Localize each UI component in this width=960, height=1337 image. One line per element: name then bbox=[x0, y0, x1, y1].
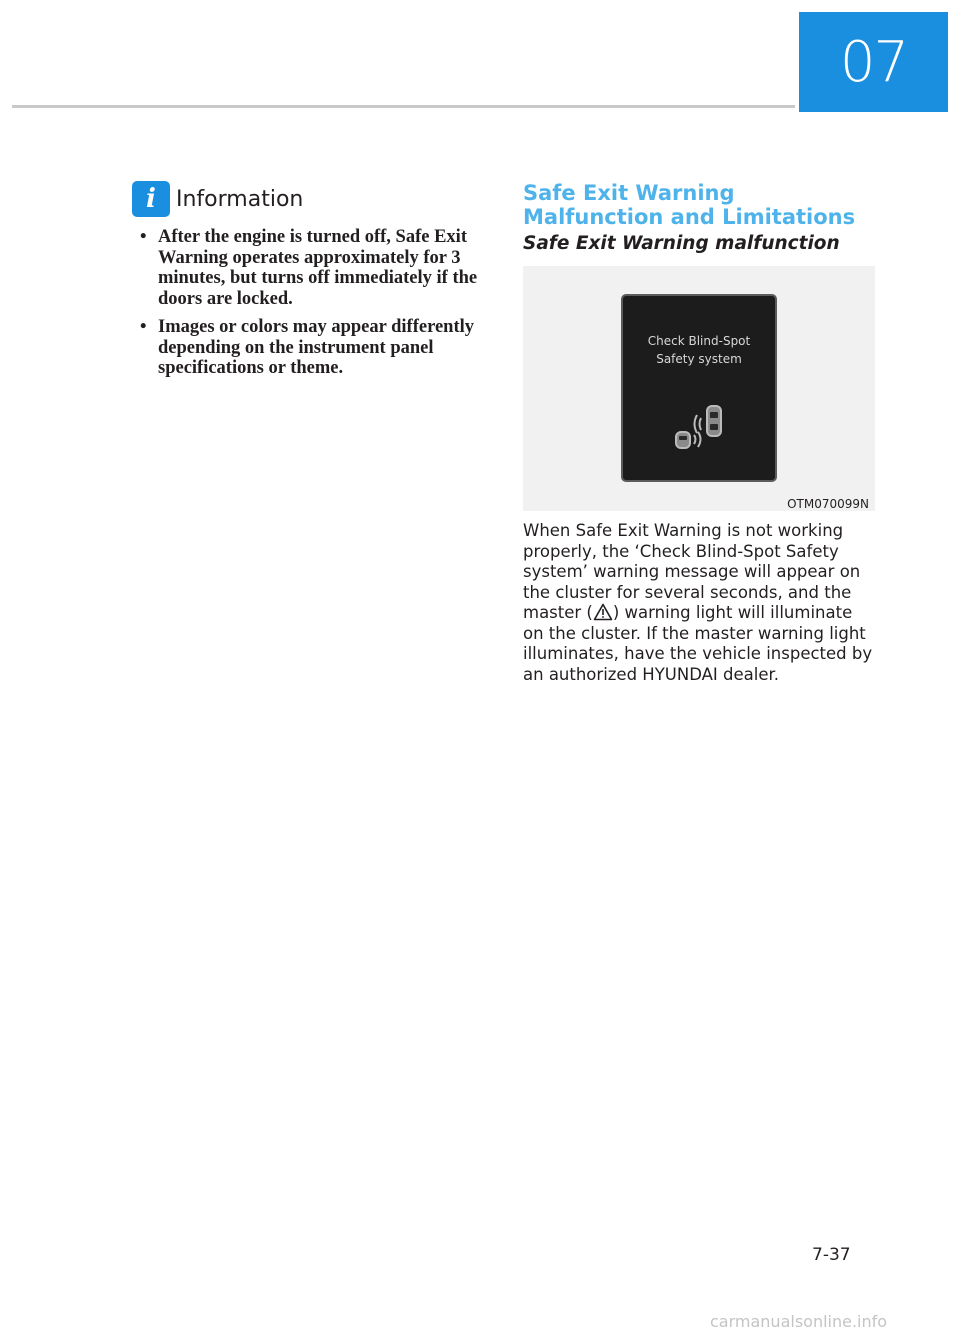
cluster-message-line2: Safety system bbox=[656, 352, 742, 366]
page-number: 7-37 bbox=[812, 1245, 851, 1265]
chapter-tab: 07 bbox=[799, 12, 948, 112]
blind-spot-vehicle-icon bbox=[673, 404, 733, 456]
watermark: carmanualsonline.info bbox=[710, 1312, 888, 1331]
bullet: • bbox=[140, 227, 147, 247]
cluster-message-line1: Check Blind-Spot bbox=[647, 334, 751, 348]
cluster-figure bbox=[523, 266, 875, 511]
bullet: • bbox=[140, 317, 147, 337]
list-item bbox=[132, 227, 492, 309]
body-text-end: ) warning light will illuminate on the cluster. If the master warning light illuminates, have the vehicle inspected by an authorized HYUNDAI dealer. bbox=[523, 603, 873, 684]
information-list bbox=[132, 227, 492, 379]
list-item-text: After the engine is turned off, Safe Exit Warning operates approximately for 3 minutes, but turns off immediately if the doors are locked. bbox=[158, 227, 478, 309]
cluster-message bbox=[623, 332, 775, 368]
list-item-text: Images or colors may appear differently depending on the instrument panel specifications or theme. bbox=[158, 317, 474, 378]
body-paragraph bbox=[523, 521, 878, 685]
right-column bbox=[523, 181, 878, 685]
warning-triangle-icon bbox=[593, 603, 613, 621]
section-subtitle: Safe Exit Warning malfunction bbox=[523, 233, 840, 254]
section-title: Safe Exit Warning Malfunction and Limitations bbox=[523, 181, 856, 229]
info-icon: i bbox=[132, 181, 170, 217]
header-rule bbox=[12, 105, 795, 108]
cluster-screen bbox=[621, 294, 777, 482]
list-item bbox=[132, 317, 492, 379]
body-text-start: When Safe Exit Warning is not working properly, the ‘Check Blind-Spot Safety system’ warning message will appear on the cluster for several seconds, and the master ( bbox=[523, 521, 861, 622]
information-title: Information bbox=[176, 186, 304, 212]
information-header bbox=[132, 181, 492, 217]
figure-code: OTM070099N bbox=[787, 497, 869, 511]
information-box bbox=[132, 181, 492, 387]
